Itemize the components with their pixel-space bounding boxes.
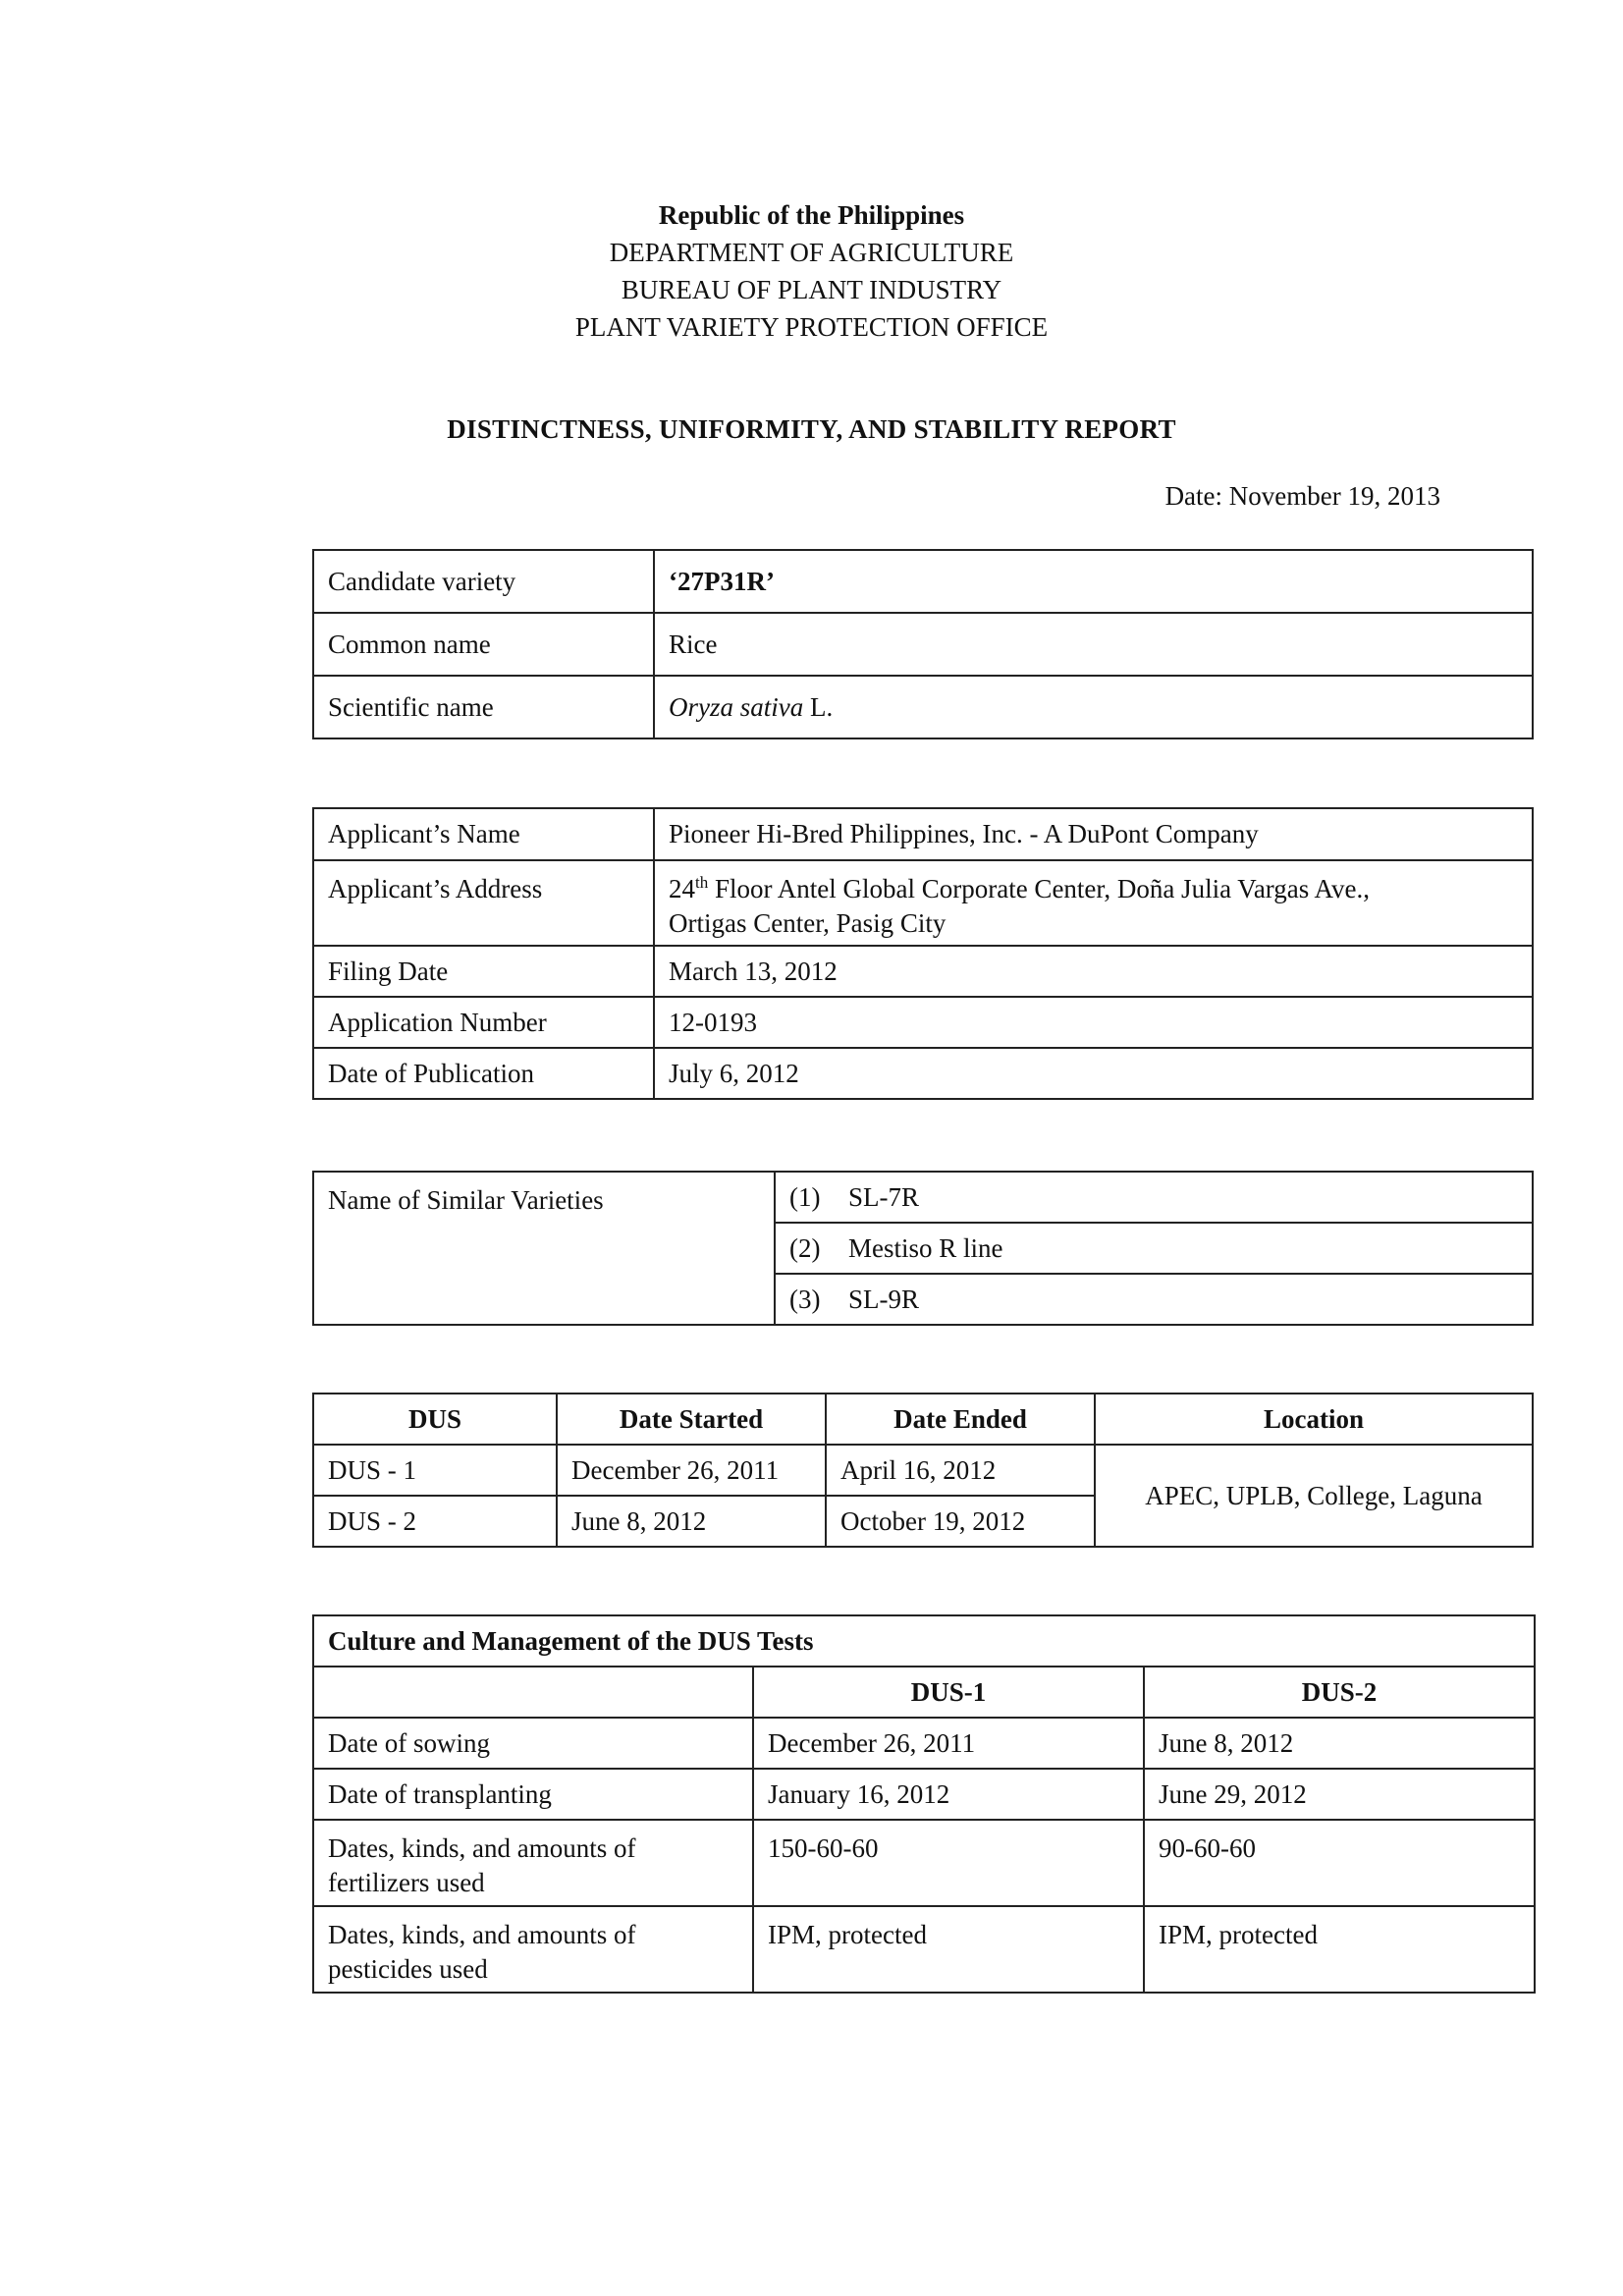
table-row xyxy=(313,946,1533,997)
list-item xyxy=(775,1223,1533,1274)
publication-date-label: Date of Publication xyxy=(313,1048,654,1099)
culture-dus2-value: June 8, 2012 xyxy=(1144,1718,1535,1769)
variety-table xyxy=(312,549,1534,739)
table-row xyxy=(313,860,1533,946)
culture-row-label: Date of transplanting xyxy=(313,1769,753,1820)
common-name-label: Common name xyxy=(313,613,654,676)
date-started-column-header: Date Started xyxy=(557,1394,826,1445)
dus-date-ended: April 16, 2012 xyxy=(826,1445,1095,1496)
table-row xyxy=(313,613,1533,676)
candidate-variety-label: Candidate variety xyxy=(313,550,654,613)
similar-item-name: SL-9R xyxy=(848,1284,920,1314)
filing-date-label: Filing Date xyxy=(313,946,654,997)
bureau-line: BUREAU OF PLANT INDUSTRY xyxy=(621,275,1002,304)
culture-dus1-value: 150-60-60 xyxy=(753,1820,1144,1906)
dus-date-ended: October 19, 2012 xyxy=(826,1496,1095,1547)
dus-column-header: DUS xyxy=(313,1394,557,1445)
table-row xyxy=(313,1718,1535,1769)
table-row xyxy=(313,1820,1535,1906)
culture-dus2-value: 90-60-60 xyxy=(1144,1820,1535,1906)
office-line: PLANT VARIETY PROTECTION OFFICE xyxy=(574,312,1049,342)
culture-table-title: Culture and Management of the DUS Tests xyxy=(313,1615,1535,1667)
empty-header-cell xyxy=(313,1667,753,1718)
candidate-variety-value: ‘27P31R’ xyxy=(654,550,1533,613)
dus-date-started: December 26, 2011 xyxy=(557,1445,826,1496)
applicant-name-value: Pioneer Hi-Bred Philippines, Inc. - A DuPont Company xyxy=(654,808,1533,860)
culture-row-label: Date of sowing xyxy=(313,1718,753,1769)
similar-item-name: Mestiso R line xyxy=(848,1232,1003,1263)
applicant-address-value xyxy=(654,860,1533,946)
table-row xyxy=(313,1048,1533,1099)
address-floor-number: 24 xyxy=(669,874,695,903)
table-row xyxy=(313,1769,1535,1820)
filing-date-value: March 13, 2012 xyxy=(654,946,1533,997)
similar-varieties-label: Name of Similar Varieties xyxy=(313,1172,775,1325)
culture-dus1-value: January 16, 2012 xyxy=(753,1769,1144,1820)
scientific-name-authority: L. xyxy=(803,691,834,722)
dus-name: DUS - 1 xyxy=(313,1445,557,1496)
scientific-name-label: Scientific name xyxy=(313,676,654,738)
dus-date-started: June 8, 2012 xyxy=(557,1496,826,1547)
date-ended-column-header: Date Ended xyxy=(826,1394,1095,1445)
culture-dus2-value: June 29, 2012 xyxy=(1144,1769,1535,1820)
table-row xyxy=(313,550,1533,613)
dus1-column-header: DUS-1 xyxy=(753,1667,1144,1718)
similar-item-number: (3) xyxy=(789,1284,821,1314)
department-line: DEPARTMENT OF AGRICULTURE xyxy=(609,238,1014,267)
letterhead xyxy=(0,196,1623,346)
address-line2: Ortigas Center, Pasig City xyxy=(669,908,947,938)
dus-location: APEC, UPLB, College, Laguna xyxy=(1095,1445,1533,1547)
culture-management-table xyxy=(312,1614,1536,1994)
applicant-table xyxy=(312,807,1534,1100)
location-column-header: Location xyxy=(1095,1394,1533,1445)
similar-item-number: (2) xyxy=(789,1232,821,1263)
republic-line: Republic of the Philippines xyxy=(658,200,965,230)
culture-dus1-value: IPM, protected xyxy=(753,1906,1144,1993)
table-row xyxy=(313,808,1533,860)
table-row xyxy=(313,1906,1535,1993)
scientific-name-value xyxy=(654,676,1533,738)
application-number-value: 12-0193 xyxy=(654,997,1533,1048)
application-number-label: Application Number xyxy=(313,997,654,1048)
list-item xyxy=(775,1172,1533,1223)
similar-item-name: SL-7R xyxy=(848,1181,920,1212)
table-header-row xyxy=(313,1667,1535,1718)
dus-schedule-table xyxy=(312,1393,1534,1548)
table-header-row xyxy=(313,1394,1533,1445)
table-title-row xyxy=(313,1615,1535,1667)
table-row xyxy=(313,1445,1533,1496)
culture-row-label: Dates, kinds, and amounts of pesticides used xyxy=(313,1906,753,1993)
scientific-name-italic: Oryza sativa xyxy=(669,691,804,722)
report-date: Date: November 19, 2013 xyxy=(1164,481,1440,511)
common-name-value: Rice xyxy=(654,613,1533,676)
similar-item-number: (1) xyxy=(789,1181,821,1212)
report-title: DISTINCTNESS, UNIFORMITY, AND STABILITY REPORT xyxy=(447,414,1176,444)
similar-varieties-table xyxy=(312,1171,1534,1326)
applicant-name-label: Applicant’s Name xyxy=(313,808,654,860)
list-item xyxy=(775,1274,1533,1325)
applicant-address-label: Applicant’s Address xyxy=(313,860,654,946)
table-row xyxy=(313,997,1533,1048)
table-row xyxy=(313,1172,1533,1223)
dus-name: DUS - 2 xyxy=(313,1496,557,1547)
address-line1: Floor Antel Global Corporate Center, Doña Julia Vargas Ave., xyxy=(708,874,1371,903)
dus2-column-header: DUS-2 xyxy=(1144,1667,1535,1718)
culture-row-label: Dates, kinds, and amounts of fertilizers used xyxy=(313,1820,753,1906)
culture-dus2-value: IPM, protected xyxy=(1144,1906,1535,1993)
publication-date-value: July 6, 2012 xyxy=(654,1048,1533,1099)
table-row xyxy=(313,676,1533,738)
address-floor-suffix: th xyxy=(695,873,709,892)
culture-dus1-value: December 26, 2011 xyxy=(753,1718,1144,1769)
